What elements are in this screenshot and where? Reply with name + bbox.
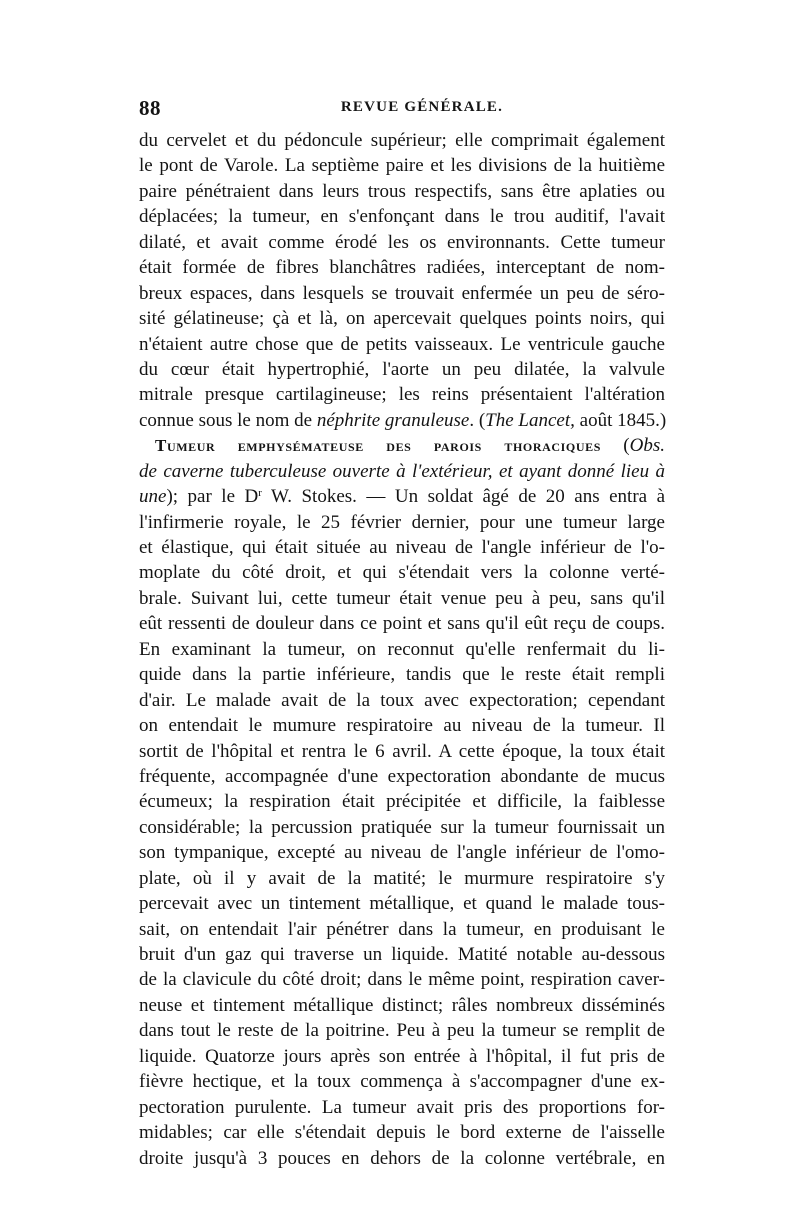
text-line: eût ressenti de douleur dans ce point et sans qu'il eût reçu de coups. bbox=[139, 613, 665, 635]
heading-paren: ( bbox=[600, 435, 630, 457]
journal-citation: The Lancet, bbox=[485, 409, 575, 431]
text-line: liquide. Quatorze jours après son entrée à l'hôpital, il fut pris de bbox=[139, 1045, 665, 1067]
journal-title: REVUE GÉNÉRALE. bbox=[340, 99, 504, 115]
body-text bbox=[139, 128, 665, 1171]
text-line: neuse et tintement métallique distinct; râles nombreux disséminés bbox=[139, 994, 665, 1016]
text-line-author bbox=[139, 484, 665, 509]
text-line: considérable; la percussion pratiquée sur la tumeur fournissait un bbox=[139, 816, 665, 838]
text-line: déplacées; la tumeur, en s'enfonçant dans le trou auditif, l'avait bbox=[139, 206, 665, 228]
citation-prefix: connue sous le nom de bbox=[139, 409, 317, 431]
text-line: et élastique, qui était située au niveau de l'angle inférieur de l'o- bbox=[139, 537, 665, 558]
text-line: En examinant la tumeur, on reconnut qu'elle renfermait du li- bbox=[139, 638, 665, 660]
text-line: écumeux; la respiration était précipitée et difficile, la faiblesse bbox=[139, 791, 665, 813]
section-heading-line bbox=[139, 433, 665, 458]
text-line-citation bbox=[139, 408, 665, 433]
text-line: le pont de Varole. La septième paire et les divisions de la huitième bbox=[139, 155, 665, 177]
text-line-italic bbox=[139, 459, 665, 484]
doctor-superscript: r bbox=[258, 487, 262, 500]
text-line: d'air. Le malade avait de la toux avec expectoration; cependant bbox=[139, 689, 665, 711]
text-line: mitrale presque cartilagineuse; les reins présentaient l'altération bbox=[139, 384, 665, 406]
text-line: était formée de fibres blanchâtres radiées, interceptant de nom- bbox=[139, 257, 665, 279]
paragraph-observation bbox=[139, 433, 665, 1171]
text-line: de la clavicule du côté droit; dans le même point, respiration caver- bbox=[139, 969, 665, 991]
text-line: plate, où il y avait de la matité; le murmure respiratoire s'y bbox=[139, 867, 665, 889]
author-rest: W. Stokes. — Un soldat âgé de 20 ans entra à bbox=[261, 486, 666, 508]
text-line: on entendait le mumure respiratoire au niveau de la tumeur. Il bbox=[139, 715, 665, 737]
text-line: dilaté, et avait comme érodé les os environnants. Cette tumeur bbox=[139, 231, 665, 253]
text-line: dans tout le reste de la poitrine. Peu à peu la tumeur se remplit de bbox=[139, 1020, 665, 1042]
text-line: percevait avec un tintement métallique, et quand le malade tous- bbox=[139, 893, 665, 915]
text-line: du cervelet et du pédoncule supérieur; elle comprimait également bbox=[139, 130, 665, 151]
author-prefix: ); par le D bbox=[166, 486, 259, 508]
text-line: sortit de l'hôpital et rentra le 6 avril. A cette époque, la toux était bbox=[139, 740, 665, 762]
text-line: brale. Suivant lui, cette tumeur était venue peu à peu, sans qu'il bbox=[139, 587, 665, 609]
text-line: son tympanique, excepté au niveau de l'angle inférieur de l'omo- bbox=[139, 842, 665, 864]
running-head bbox=[139, 96, 665, 122]
text-line: midables; car elle s'étendait depuis le bord externe de l'aisselle bbox=[139, 1122, 665, 1144]
text-line: pectoration purulente. La tumeur avait pris des proportions for- bbox=[139, 1096, 665, 1118]
text-line: fréquente, accompagnée d'une expectoration abondante de mucus bbox=[139, 765, 665, 787]
text-line: paire pénétraient dans leurs trous respectifs, sans être aplaties ou bbox=[139, 180, 665, 202]
text-line: droite jusqu'à 3 pouces en dehors de la colonne vertébrale, en bbox=[139, 1147, 665, 1169]
heading-subtitle-end: une bbox=[139, 486, 167, 508]
text-line: sait, on entendait l'air pénétrer dans la tumeur, en produisant le bbox=[139, 918, 665, 940]
text-line: du cœur était hypertrophié, l'aorte un peu dilatée, la valvule bbox=[139, 358, 665, 380]
disease-name: néphrite granuleuse bbox=[316, 409, 470, 431]
paragraph-continuation bbox=[139, 128, 665, 433]
section-heading: Tumeur emphysémateuse des parois thoraciques bbox=[155, 436, 601, 456]
heading-subtitle: de caverne tuberculeuse ouverte à l'extérieur, et ayant donné lieu à bbox=[139, 460, 665, 482]
text-line: quide dans la partie inférieure, tandis que le reste était rempli bbox=[139, 664, 665, 686]
text-line: bruit d'un gaz qui traverse un liquide. Matité notable au-dessous bbox=[139, 944, 665, 965]
citation-sep: . ( bbox=[469, 409, 486, 431]
text-line: n'étaient autre chose que de petits vaisseaux. Le ventricule gauche bbox=[139, 333, 665, 355]
citation-date: août 1845.) bbox=[574, 409, 667, 431]
text-line: breux espaces, dans lesquels se trouvait enfermée un peu de séro- bbox=[139, 282, 665, 304]
page-number: 88 bbox=[139, 96, 161, 120]
text-line: moplate du côté droit, et qui s'étendait vers la colonne verté- bbox=[139, 562, 665, 584]
text-line: fièvre hectique, et la toux commença à s'accompagner d'une ex- bbox=[139, 1071, 665, 1093]
text-line: sité gélatineuse; çà et là, on apercevait quelques points noirs, qui bbox=[139, 308, 665, 330]
heading-obs: Obs. bbox=[629, 435, 665, 457]
text-line: l'infirmerie royale, le 25 février dernier, pour une tumeur large bbox=[139, 511, 665, 533]
